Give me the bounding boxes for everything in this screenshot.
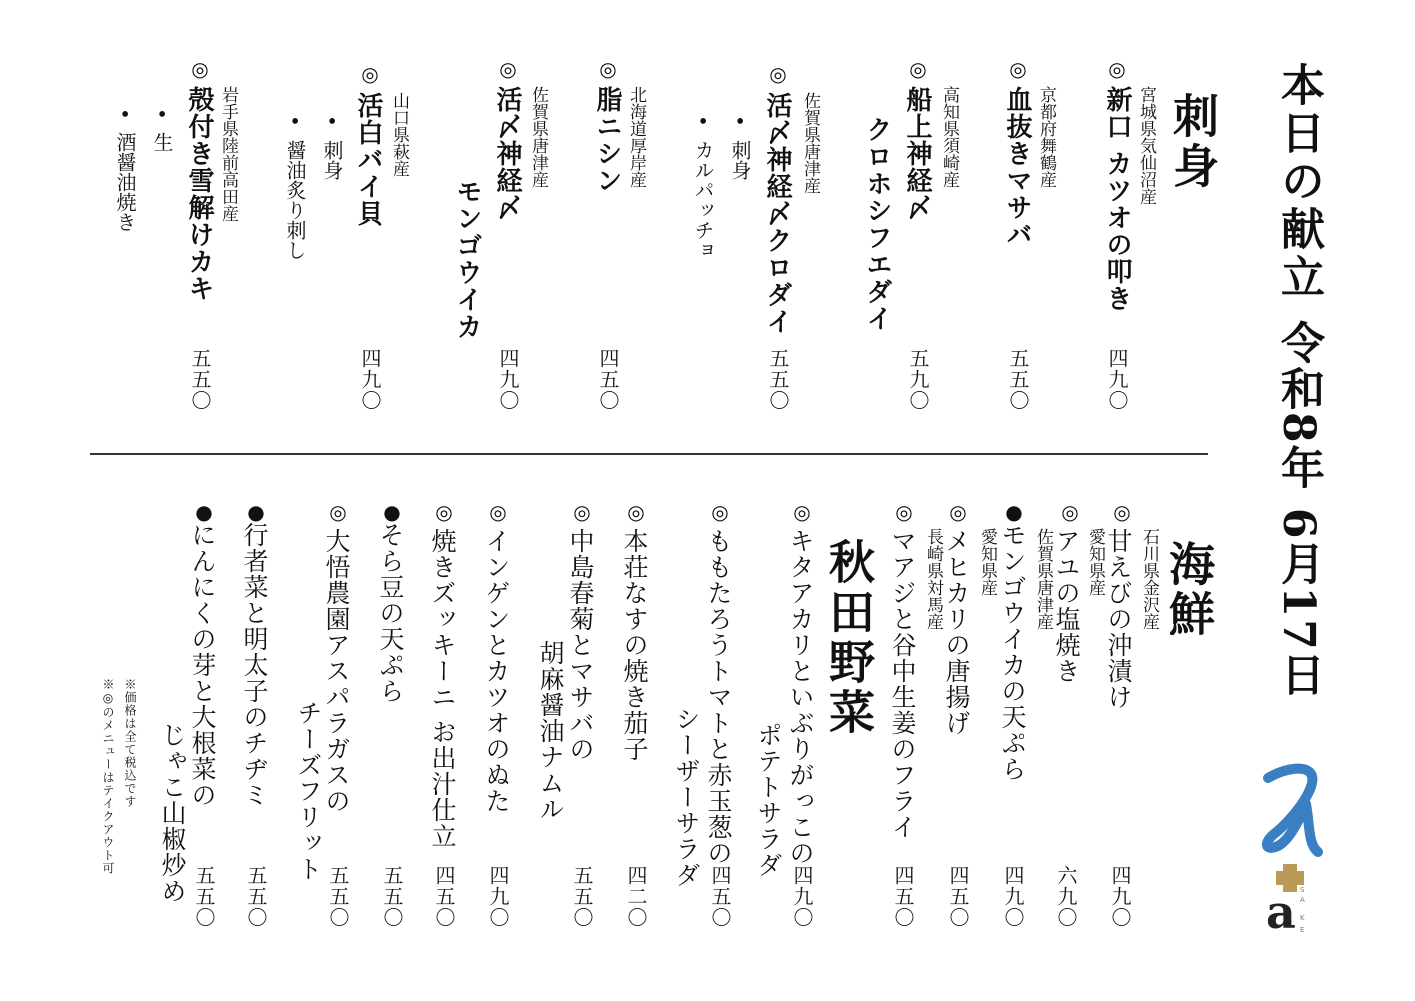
item-origin: 石川県金沢産 — [1139, 528, 1159, 630]
menu-item-name-line2: クロホシフエダイ — [862, 116, 892, 332]
item-price: 四九〇 — [790, 865, 814, 928]
menu-item-name-line2: じゃこ山椒炒め — [158, 722, 187, 904]
item-origin: 高知県須崎産 — [939, 86, 959, 188]
menu-item-name: 行者菜と明太子のチヂミ — [240, 522, 269, 808]
item-price: 四九〇 — [1001, 865, 1025, 928]
item-origin: 佐賀県唐津産 — [1033, 528, 1053, 630]
menu-item-name: 活〆神経〆 — [492, 86, 522, 221]
item-mark: ◎ — [358, 62, 382, 87]
menu-item-name: アユの塩焼き — [1052, 528, 1081, 684]
option-bullet: • — [728, 115, 752, 127]
item-price: 五五〇 — [192, 865, 216, 928]
option-label: カルパッチョ — [691, 140, 715, 260]
item-origin: 愛知県産 — [1085, 528, 1105, 596]
menu-item-name: 本荘なすの焼き茄子 — [620, 528, 649, 762]
menu-item-name: インゲンとカツオのぬた — [482, 528, 511, 814]
item-mark: ◎ — [326, 500, 350, 525]
menu-item-name-line2: チーズフリット — [294, 700, 323, 882]
item-mark: ◎ — [188, 57, 212, 82]
menu-item-name: マアジと谷中生姜のフライ — [888, 528, 917, 840]
item-price: 五九〇 — [906, 348, 930, 411]
item-mark: ● — [192, 500, 216, 525]
svg-text:A: A — [1300, 896, 1305, 904]
menu-item-name: 活白バイ貝 — [353, 92, 383, 227]
item-price: 四九〇 — [496, 348, 520, 411]
item-origin: 北海道厚岸産 — [626, 86, 646, 188]
option-bullet: • — [150, 108, 174, 120]
note-tax: ※価格は全て税込です — [123, 678, 137, 808]
menu-item-name-line2: ポテトサラダ — [754, 722, 783, 878]
item-price: 五五〇 — [1006, 348, 1030, 411]
section-divider — [90, 453, 1208, 455]
item-origin: 佐賀県唐津産 — [528, 86, 548, 188]
item-price: 四九〇 — [358, 348, 382, 411]
menu-item-name: 焼きズッキーニ お出汁仕立 — [428, 528, 457, 849]
menu-item-name: メヒカリの唐揚げ — [942, 528, 971, 736]
item-price: 四九〇 — [486, 865, 510, 928]
option-label: 生 — [150, 132, 174, 152]
svg-text:a: a — [1266, 885, 1296, 939]
svg-text:E: E — [1300, 926, 1305, 934]
item-origin: 愛知県産 — [977, 528, 997, 596]
item-mark: ● — [244, 500, 268, 525]
section-title-akita-vegetables: 秋田野菜 — [822, 538, 876, 738]
item-price: 四九〇 — [1105, 348, 1129, 411]
item-price: 五五〇 — [326, 865, 350, 928]
item-price: 六九〇 — [1054, 865, 1078, 928]
item-price: 五五〇 — [188, 348, 212, 411]
item-price: 四五〇 — [596, 348, 620, 411]
item-price: 五五〇 — [244, 865, 268, 928]
item-mark: ◎ — [1110, 500, 1134, 525]
item-origin: 岩手県陸前高田産 — [218, 86, 238, 222]
item-mark: ◎ — [790, 500, 814, 525]
menu-item-name: 船上神経〆 — [902, 86, 932, 221]
menu-item-name: 大悟農園アスパラガスの — [322, 528, 351, 814]
item-price: 四二〇 — [624, 865, 648, 928]
menu-date: 令和8年 6月17日 — [1273, 320, 1324, 698]
item-origin: 宮城県気仙沼産 — [1136, 86, 1156, 205]
item-price: 五五〇 — [570, 865, 594, 928]
section-title-kaisen: 海鮮 — [1162, 540, 1216, 640]
item-mark: ◎ — [1006, 57, 1030, 82]
item-mark: ◎ — [906, 57, 930, 82]
svg-text:S: S — [1300, 886, 1305, 894]
item-mark: ◎ — [946, 500, 970, 525]
item-mark: ◎ — [486, 500, 510, 525]
option-bullet: • — [283, 115, 307, 127]
menu-item-name: にんにくの芽と大根菜の — [188, 522, 217, 808]
item-price: 四五〇 — [891, 865, 915, 928]
item-mark: ◎ — [892, 500, 916, 525]
menu-item-name: 新口 カツオの叩き — [1102, 86, 1132, 313]
item-origin: 京都府舞鶴産 — [1036, 86, 1056, 188]
item-mark: ◎ — [432, 500, 456, 525]
item-mark: ◎ — [1105, 57, 1129, 82]
item-origin: 山口県萩産 — [389, 92, 409, 177]
option-label: 酒醤油焼き — [113, 132, 137, 232]
item-price: 五五〇 — [380, 865, 404, 928]
menu-item-name: 中島春菊とマサバの — [566, 528, 595, 762]
logo-icon — [1260, 760, 1330, 945]
menu-item-name: 甘えびの沖漬け — [1104, 528, 1133, 710]
page-title: 本日の献立 — [1273, 62, 1324, 302]
menu-item-name: ももたろうトマトと赤玉葱の — [704, 528, 733, 866]
item-mark: ◎ — [624, 500, 648, 525]
item-mark: ◎ — [766, 62, 790, 87]
item-price: 四五〇 — [432, 865, 456, 928]
menu-item-name-line2: シーザーサラダ — [672, 706, 701, 888]
item-price: 四五〇 — [946, 865, 970, 928]
option-label: 刺身 — [320, 140, 344, 180]
menu-item-name: そら豆の天ぷら — [376, 522, 405, 704]
item-price: 五五〇 — [766, 348, 790, 411]
menu-item-name: 殻付き雪解けカキ — [184, 86, 214, 302]
option-bullet: • — [691, 115, 715, 127]
logo — [1260, 760, 1330, 945]
menu-item-name: キタアカリといぶりがっこの — [786, 528, 815, 866]
item-price: 四五〇 — [708, 865, 732, 928]
option-label: 刺身 — [728, 140, 752, 180]
item-mark: ● — [380, 500, 404, 525]
item-mark: ◎ — [570, 500, 594, 525]
menu-item-name: 活〆神経〆クロダイ — [762, 92, 792, 335]
item-price: 四九〇 — [1108, 865, 1132, 928]
menu-item-name: 脂ニシン — [592, 86, 622, 194]
option-bullet: • — [113, 108, 137, 120]
item-mark: ◎ — [1058, 500, 1082, 525]
item-mark: ◎ — [496, 57, 520, 82]
section-title-sashimi: 刺身 — [1166, 92, 1220, 192]
menu-item-name: モンゴウイカの天ぷら — [998, 522, 1027, 782]
menu-item-name: 血抜きマサバ — [1002, 86, 1032, 248]
note-takeout: ※◎のメニューはテイクアウト可 — [101, 678, 115, 875]
svg-text:K: K — [1300, 914, 1305, 922]
option-label: 醤油炙り刺し — [283, 140, 307, 260]
item-origin: 佐賀県唐津産 — [800, 92, 820, 194]
option-bullet: • — [320, 115, 344, 127]
item-mark: ● — [1002, 500, 1026, 525]
menu-item-name-line2: モンゴウイカ — [452, 178, 482, 340]
item-origin: 長崎県対馬産 — [923, 528, 943, 630]
item-mark: ◎ — [708, 500, 732, 525]
item-mark: ◎ — [596, 57, 620, 82]
menu-item-name-line2: 胡麻醤油ナムル — [536, 640, 565, 822]
